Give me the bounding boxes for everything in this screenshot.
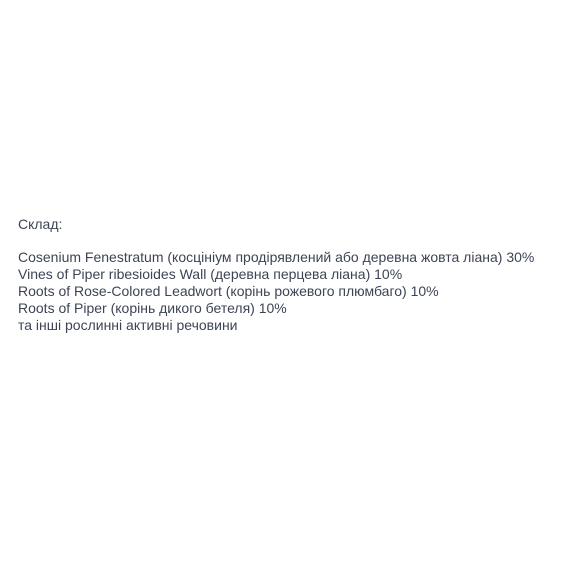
ingredient-item: Cosenium Fenestratum (косцініум продірявлений або деревна жовта ліана) 30%	[18, 249, 535, 265]
composition-section	[18, 215, 558, 334]
ingredient-item: Vines of Piper ribesioides Wall (деревна перцева ліана) 10%	[18, 266, 403, 282]
composition-heading: Склад:	[18, 216, 63, 232]
ingredient-item: Roots of Rose-Colored Leadwort (корінь рожевого плюмбаго) 10%	[18, 283, 439, 299]
ingredient-item: та інші рослинні активні речовини	[18, 317, 238, 333]
ingredient-item: Roots of Piper (корінь дикого бетеля) 10%	[18, 300, 287, 316]
ingredient-list	[18, 249, 558, 334]
